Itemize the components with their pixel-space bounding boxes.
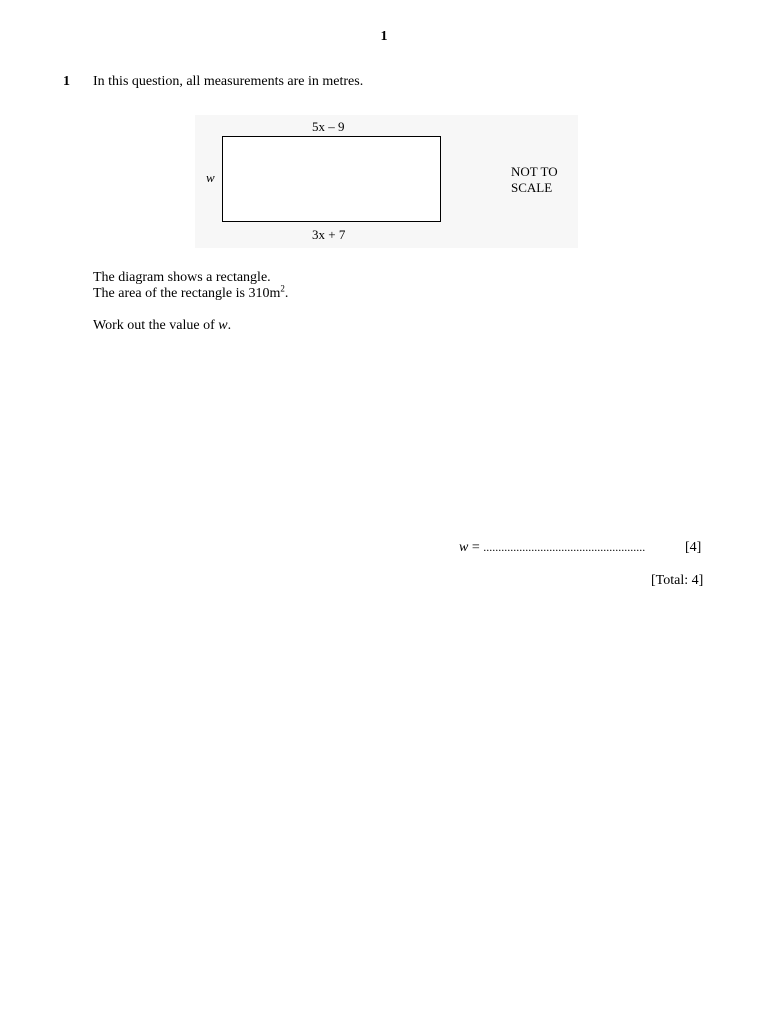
answer-line[interactable]: w = ...................................................... bbox=[459, 540, 646, 555]
top-side-label: 5x – 9 bbox=[312, 119, 345, 134]
not-to-scale-note bbox=[511, 164, 581, 196]
answer-variable: w bbox=[459, 540, 469, 555]
not-to-scale-line1: NOT TO bbox=[511, 164, 558, 179]
width-label: w bbox=[206, 170, 215, 185]
statement-area: The area of the rectangle is $310m^2$. bbox=[93, 283, 289, 301]
not-to-scale-line2: SCALE bbox=[511, 180, 553, 195]
page-number: 1 bbox=[380, 29, 388, 44]
instruction: Work out the value of w. bbox=[93, 318, 232, 333]
question-intro: In this question, all measurements are in metres. bbox=[93, 74, 364, 89]
statement-rectangle: The diagram shows a rectangle. bbox=[93, 270, 271, 285]
answer-dots[interactable]: ...................................................... bbox=[483, 540, 646, 554]
question-number: 1 bbox=[63, 74, 70, 89]
marks-label: [4] bbox=[685, 540, 702, 555]
total-marks: [Total: 4] bbox=[651, 573, 704, 588]
rectangle-shape bbox=[222, 136, 441, 222]
bottom-side-label: 3x + 7 bbox=[312, 227, 346, 242]
rectangle-diagram bbox=[195, 115, 578, 248]
